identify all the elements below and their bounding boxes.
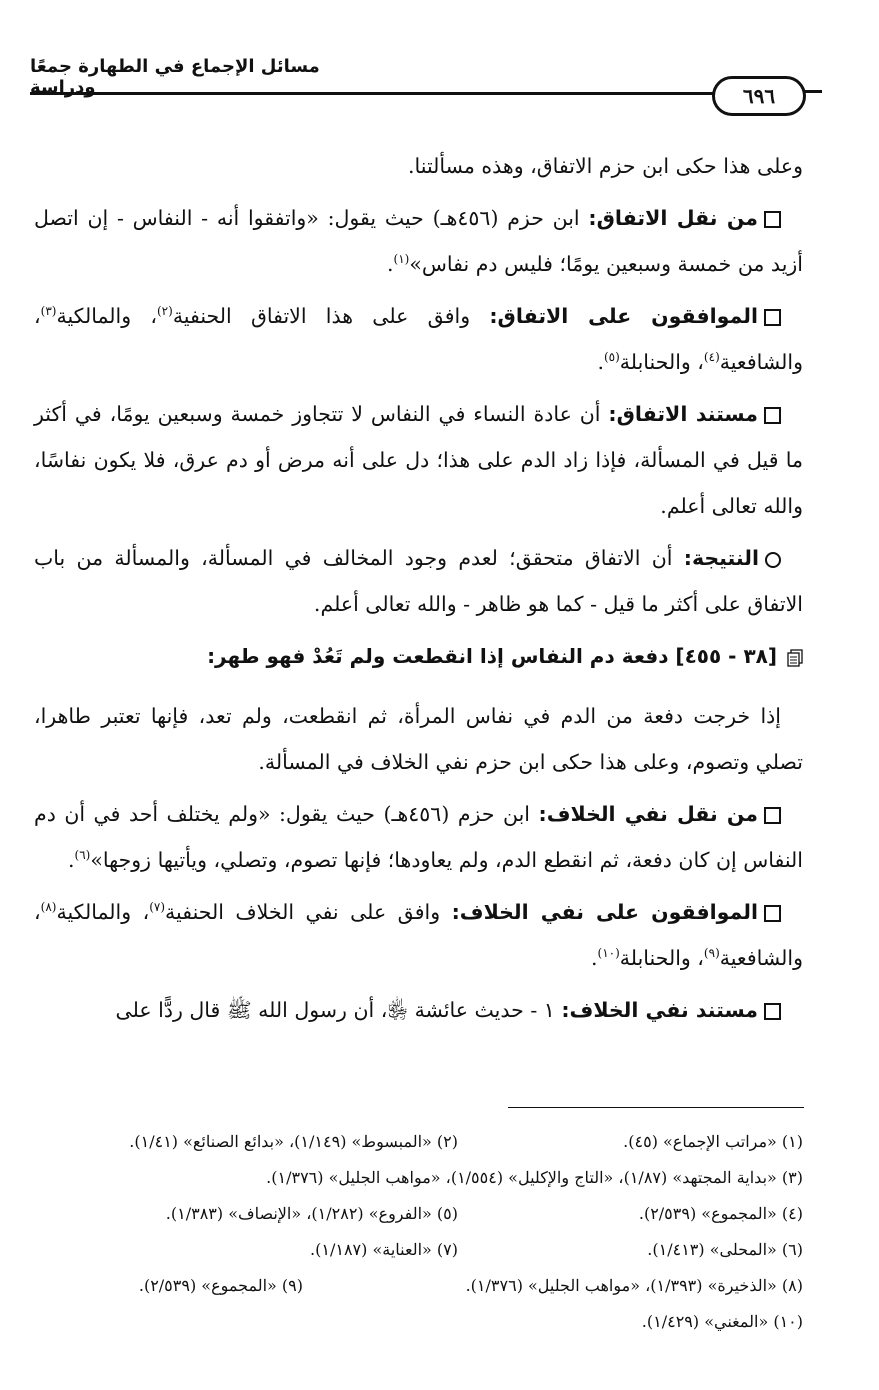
paragraph-basis-2 (34, 987, 803, 1033)
square-bullet-icon (764, 309, 781, 326)
paragraph-label: مستند الاتفاق: (608, 402, 758, 426)
period: . (386, 252, 394, 276)
footnote: (١٠) «المغني» (١/٤٢٩). (641, 1312, 803, 1331)
footnote-ref[interactable]: (٣) (40, 304, 57, 319)
footnote-ref[interactable]: (٢) (156, 304, 173, 319)
footnote: (٩) «المجموع» (٢/٥٣٩). (138, 1276, 303, 1295)
period: . (591, 946, 598, 970)
footnote-ref[interactable]: (٤) (703, 350, 720, 365)
circle-bullet-icon (765, 552, 781, 568)
square-bullet-icon (764, 211, 781, 228)
paragraph-transmitter-2 (34, 791, 803, 883)
paragraph-text: ، والمالكية (56, 304, 157, 328)
paragraph-basis (34, 391, 803, 529)
paragraph-label: الموافقون على الاتفاق: (489, 304, 758, 328)
paragraph-text: أن عادة النساء في النفاس لا تتجاوز خمسة وسبعين يومًا، في أكثر ما قيل في المسألة، فإذا زاد الدم على هذا؛ دل على أنه مرض أو دم عرق، فلا يكون نفاسًا، والله تعالى أعلم. (34, 402, 803, 518)
header-rule (30, 92, 783, 95)
footnote: (٤) «المجموع» (٢/٥٣٩). (638, 1204, 803, 1223)
paragraph-text: ، والحنابلة (619, 350, 704, 374)
paragraph-transmitter (34, 195, 803, 287)
paragraph-label: الموافقون على نفي الخلاف: (451, 900, 758, 924)
paragraph-label: مستند نفي الخلاف: (561, 998, 758, 1022)
paragraph-text: ابن حزم (٤٥٦هـ) حيث يقول: «ولم يختلف أحد في أن دم النفاس إن كان دفعة، ثم انقطع الدم، ولم يعاودها؛ فإنها تصوم، وتصلي، ويأتيها زوجها» (34, 802, 803, 872)
footnote-ref[interactable]: (١٠) (597, 946, 620, 961)
square-bullet-icon (764, 905, 781, 922)
footnote: (٣) «بداية المجتهد» (١/٨٧)، «التاج والإكليل» (١/٥٥٤)، «مواهب الجليل» (١/٣٧٦). (266, 1168, 803, 1187)
footnote-ref[interactable]: (٧) (149, 900, 166, 915)
square-bullet-icon (764, 807, 781, 824)
footnote-line (40, 1232, 803, 1268)
document-stack-icon (787, 649, 803, 667)
footnote: (٧) «العناية» (١/١٨٧). (310, 1240, 458, 1259)
paragraph-text: ، والحنابلة (619, 946, 704, 970)
paragraph-text: وعلى هذا حكى ابن حزم الاتفاق، وهذه مسألتنا. (408, 154, 803, 178)
footnote: (٨) «الذخيرة» (١/٣٩٣)، «مواهب الجليل» (١/٣٧٦). (465, 1276, 803, 1295)
footnote: (٢) «المبسوط» (١/١٤٩)، «بدائع الصنائع» (١/٤١). (129, 1132, 458, 1151)
footnote-line (40, 1268, 803, 1304)
period: . (67, 848, 75, 872)
paragraph-text: وافق على هذا الاتفاق الحنفية (172, 304, 490, 328)
footnote-ref[interactable]: (١) (393, 252, 410, 267)
paragraph-text: ، والشافعية (34, 900, 803, 970)
paragraph-issue (34, 693, 803, 785)
paragraph-label: النتيجة: (683, 546, 759, 570)
square-bullet-icon (764, 1003, 781, 1020)
paragraph-text: ١ - حديث عائشة ﵂، أن رسول الله ﷺ قال ردًّا على (115, 998, 562, 1022)
heading-text: [٣٨ - ٤٥٥] دفعة دم النفاس إذا انقطعت ولم تَعُدْ فهو طهر: (207, 644, 777, 668)
footnote-line (40, 1160, 803, 1196)
paragraph-agreeing-2 (34, 889, 803, 981)
paragraph-result (34, 535, 803, 627)
paragraph-text: أن الاتفاق متحقق؛ لعدم وجود المخالف في المسألة، والمسألة من باب الاتفاق على أكثر ما قيل - كما هو ظاهر - والله تعالى أعلم. (34, 546, 803, 616)
paragraph-text: وافق على نفي الخلاف الحنفية (165, 900, 452, 924)
paragraph-label: من نقل نفي الخلاف: (538, 802, 759, 826)
footnote-ref[interactable]: (٩) (703, 946, 720, 961)
footnote-separator (508, 1107, 804, 1108)
footnote: (٦) «المحلى» (١/٤١٣). (647, 1240, 803, 1259)
page-number: ٦٩٦ (712, 76, 806, 116)
square-bullet-icon (764, 407, 781, 424)
paragraph-text: ، والمالكية (56, 900, 150, 924)
main-text (34, 143, 803, 1039)
paragraph-label: من نقل الاتفاق: (588, 206, 758, 230)
paragraph-text: ابن حزم (٤٥٦هـ) حيث يقول: «واتفقوا أنه - النفاس - إن اتصل أزيد من خمسة وسبعين يومًا؛ فليس دم نفاس» (34, 206, 803, 276)
footnote: (١) «مراتب الإجماع» (٤٥). (623, 1132, 803, 1151)
running-title: مسائل الإجماع في الطهارة جمعًا ودراسة (30, 56, 320, 98)
paragraph-agreeing (34, 293, 803, 385)
footnote-line (40, 1304, 803, 1340)
paragraph-text: ، والشافعية (34, 304, 803, 374)
paragraph-1 (34, 143, 803, 189)
period: . (597, 350, 604, 374)
footnotes (40, 1124, 803, 1340)
footnote-line (40, 1124, 803, 1160)
footnote: (٥) «الفروع» (١/٢٨٢)، «الإنصاف» (١/٣٨٣). (165, 1204, 458, 1223)
footnote-ref[interactable]: (٥) (603, 350, 620, 365)
footnote-line (40, 1196, 803, 1232)
footnote-ref[interactable]: (٦) (74, 848, 91, 863)
paragraph-text: إذا خرجت دفعة من الدم في نفاس المرأة، ثم انقطعت، ولم تعد، فإنها تعتبر طاهرا، تصلي وتصوم، وعلى هذا حكى ابن حزم نفي الخلاف في المسألة. (34, 704, 803, 774)
issue-heading (34, 633, 803, 679)
footnote-ref[interactable]: (٨) (40, 900, 57, 915)
